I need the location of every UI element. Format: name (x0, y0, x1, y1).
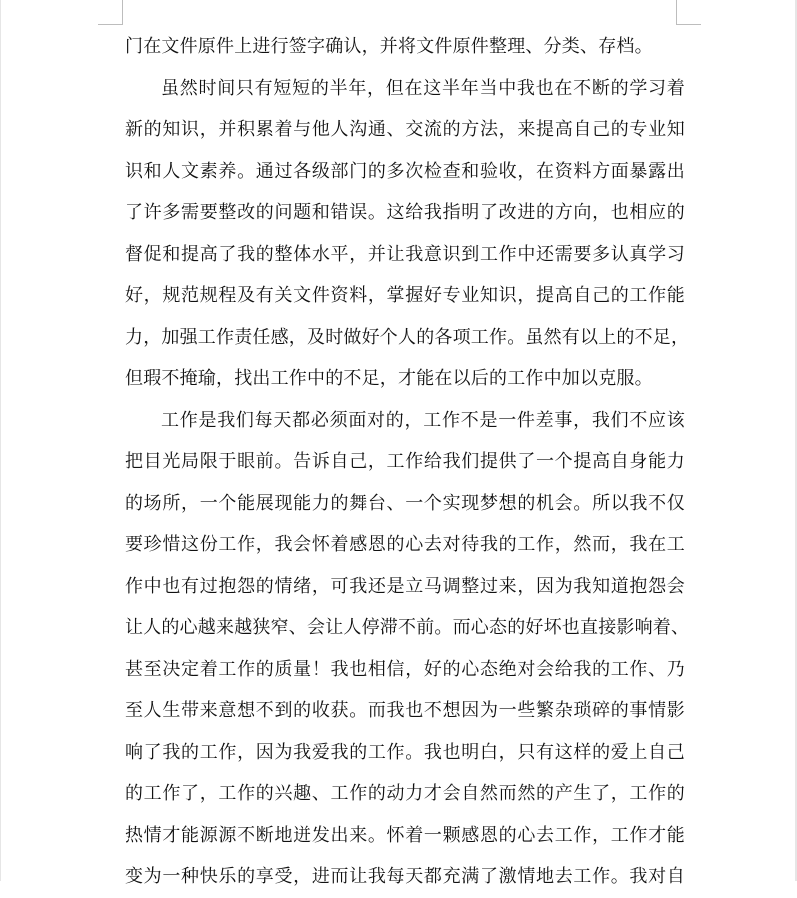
text-line: 至人生带来意想不到的收获。而我也不想因为一些繁杂琐碎的事情影 (125, 700, 685, 721)
text-line: 变为一种快乐的享受，进而让我每天都充满了激情地去工作。我对自 (125, 866, 685, 887)
text-line: 作中也有过抱怨的情绪，可我还是立马调整过来，因为我知道抱怨会 (125, 575, 685, 597)
text-line: 虽然时间只有短短的半年，但在这半年当中我也在不断的学习着 (161, 77, 685, 99)
crop-mark-top-right (676, 0, 677, 24)
text-line: 新的知识，并积累着与他人沟通、交流的方法，来提高自己的专业知 (125, 119, 685, 140)
text-line: 响了我的工作，因为我爱我的工作。我也明白，只有这样的爱上自己 (125, 741, 685, 763)
text-line: 热情才能源源不断地迸发出来。怀着一颗感恩的心去工作，工作才能 (125, 824, 685, 846)
text-line: 督促和提高了我的整体水平，并让我意识到工作中还需要多认真学习 (125, 243, 685, 265)
crop-mark-top-left (98, 24, 123, 25)
crop-mark-top-left (122, 0, 123, 24)
text-line: 门在文件原件上进行签字确认，并将文件原件整理、分类、存档。 (125, 36, 653, 57)
text-line: 把目光局限于眼前。告诉自己，工作给我们提供了一个提高自身能力 (125, 451, 685, 472)
text-line: 力，加强工作责任感，及时做好个人的各项工作。虽然有以上的不足， (125, 326, 690, 348)
page-left-edge (0, 0, 1, 881)
text-line: 的工作了，工作的兴趣、工作的动力才会自然而然的产生了，工作的 (125, 783, 685, 804)
text-line: 让人的心越来越狭窄、会让人停滞不前。而心态的好坏也直接影响着、 (125, 617, 690, 638)
text-line: 识和人文素养。通过各级部门的多次检查和验收，在资料方面暴露出 (125, 160, 685, 182)
crop-mark-top-right (676, 24, 701, 25)
document-body[interactable] (125, 26, 690, 898)
text-line: 甚至决定着工作的质量！我也相信，好的心态绝对会给我的工作、乃 (125, 658, 685, 680)
text-line: 工作是我们每天都必须面对的，工作不是一件差事，我们不应该 (161, 409, 685, 431)
text-line: 好，规范规程及有关文件资料，掌握好专业知识，提高自己的工作能 (125, 285, 685, 306)
text-line: 但瑕不掩瑜，找出工作中的不足，才能在以后的工作中加以克服。 (125, 368, 653, 389)
text-line: 要珍惜这份工作，我会怀着感恩的心去对待我的工作，然而，我在工 (125, 534, 685, 555)
text-line: 了许多需要整改的问题和错误。这给我指明了改进的方向，也相应的 (125, 202, 685, 223)
text-line: 的场所，一个能展现能力的舞台、一个实现梦想的机会。所以我不仅 (125, 492, 685, 514)
